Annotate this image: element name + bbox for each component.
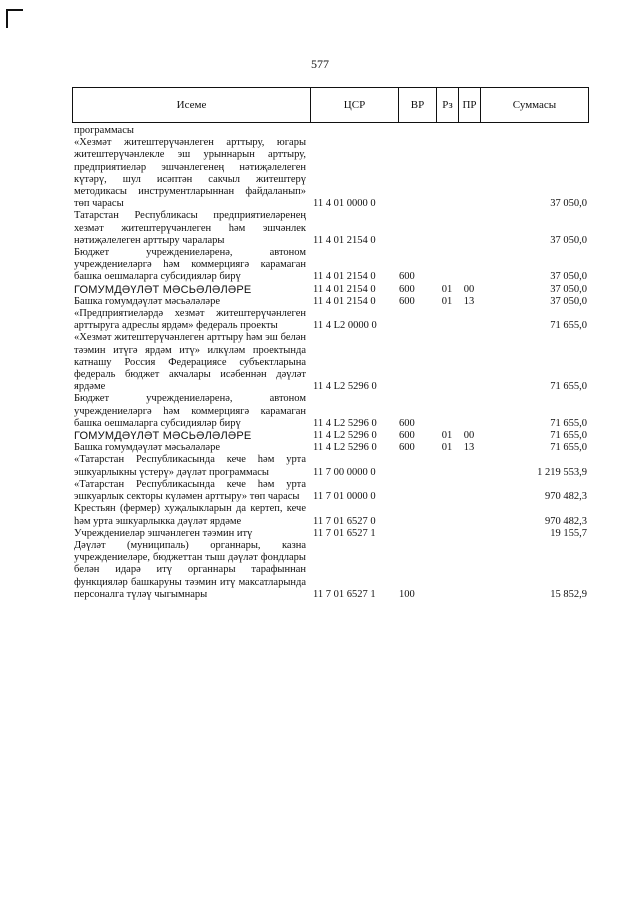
table-row xyxy=(72,454,588,478)
row-csr: 11 7 01 6527 1 xyxy=(313,527,376,539)
table-row xyxy=(72,247,588,284)
row-pr xyxy=(458,210,480,247)
row-csr: 11 7 00 0000 0 xyxy=(313,466,376,478)
header-csr: ЦСР xyxy=(311,88,399,123)
row-sum: 71 655,0 xyxy=(550,442,587,454)
row-pr xyxy=(458,125,480,210)
row-rz xyxy=(436,247,458,284)
row-vr: 600 xyxy=(399,442,415,454)
row-rz: 01 xyxy=(441,283,453,295)
table-row xyxy=(72,332,588,393)
row-vr xyxy=(398,479,436,503)
row-vr xyxy=(398,210,436,247)
row-csr: 11 4 L2 5296 0 xyxy=(313,430,377,442)
row-pr: 00 xyxy=(463,283,475,295)
row-vr: 600 xyxy=(399,283,415,295)
row-vr: 600 xyxy=(399,417,415,429)
row-name: Татарстан Республикасы предприятиеләренең хезмәт житештерүчәнлеген һәм эшчәнлек нәтиҗәлелеген арттыру чаралары xyxy=(74,210,306,246)
table-row xyxy=(72,442,588,454)
row-sum: 37 050,0 xyxy=(550,295,587,307)
header-name: Исеме xyxy=(73,88,311,123)
row-pr xyxy=(458,528,480,540)
row-sum: 71 655,0 xyxy=(550,417,587,429)
row-rz xyxy=(436,393,458,430)
row-csr: 11 7 01 0000 0 xyxy=(313,491,376,503)
row-sum: 71 655,0 xyxy=(550,320,587,332)
row-vr xyxy=(398,528,436,540)
row-name: «Татарстан Республикасында кече һәм урта эшкуарлыкны үстерү» дәүләт программасы xyxy=(74,454,306,478)
row-vr xyxy=(398,125,436,210)
row-vr: 100 xyxy=(399,588,415,600)
row-name: Бюджет учреждениеләренә, автоном учреждениеләргә һәм коммерциягә карамаган башка оешмаларга субсидияләр бирү xyxy=(74,247,306,283)
table-row xyxy=(72,308,588,332)
row-pr xyxy=(458,540,480,601)
row-csr: 11 4 01 2154 0 xyxy=(313,271,376,283)
row-name: ГОМУМДӘҮЛӘТ МӘСЬӘЛӘЛӘРЕ xyxy=(74,430,252,443)
row-name: «Хезмәт житештерүчәнлеген арттыру һәм эш белән тәэмин итүгә ярдәм итү» илкүләм проектында катнашу Россия Федерациясе субъектларына федераль бюджет акчалары исәбеннән дәүләт ярдәме xyxy=(74,332,306,393)
row-rz xyxy=(436,125,458,210)
row-name: Крестьян (фермер) хуҗалыкларын да кертеп, кече һәм урта эшкуарлыкка дәүләт ярдәме xyxy=(74,503,306,527)
row-csr: 11 4 L2 5296 0 xyxy=(313,417,377,429)
row-rz: 01 xyxy=(441,295,453,307)
header-pr: ПР xyxy=(459,88,481,123)
row-name: Башка гомумдәүләт мәсьәләләре xyxy=(74,295,220,307)
row-rz: 01 xyxy=(441,442,453,454)
table-row xyxy=(72,125,588,210)
row-pr: 13 xyxy=(463,442,475,454)
row-csr: 11 4 01 0000 0 xyxy=(313,198,376,210)
header-vr: ВР xyxy=(399,88,437,123)
table-row xyxy=(72,503,588,527)
row-csr: 11 7 01 6527 0 xyxy=(313,515,376,527)
table-header xyxy=(72,87,589,123)
row-name: программасы «Хезмәт житештерүчәнлеген арттыру, югары житештерүчәнлекле эш урыннарын арттыру, предприятиеләр эшчәнлегенең нәтиҗәлелеген күтәрү, шул исәптән сакчыл житештерү методикасы инструментларыннан файдаланып» төп чарасы xyxy=(74,125,306,210)
row-sum: 71 655,0 xyxy=(550,430,587,442)
row-rz xyxy=(436,503,458,527)
row-rz xyxy=(436,540,458,601)
row-sum: 970 482,3 xyxy=(545,515,587,527)
table-row xyxy=(72,479,588,503)
row-name: Учреждениеләр эшчәнлеген тәэмин итү xyxy=(74,527,253,539)
row-name: «Предприятиеләрдә хезмәт житештерүчәнлеген арттыруга адреслы ярдәм» федераль проекты xyxy=(74,308,306,332)
row-csr: 11 4 L2 0000 0 xyxy=(313,320,377,332)
row-pr xyxy=(458,503,480,527)
row-rz xyxy=(436,332,458,393)
row-sum: 1 219 553,9 xyxy=(537,466,587,478)
row-rz xyxy=(436,479,458,503)
row-vr: 600 xyxy=(399,271,415,283)
table-row xyxy=(72,540,588,601)
row-sum: 19 155,7 xyxy=(550,527,587,539)
row-vr xyxy=(398,332,436,393)
row-name: «Татарстан Республикасында кече һәм урта эшкуарлык секторы күләмен арттыру» төп чарасы xyxy=(74,478,306,503)
budget-table xyxy=(72,125,588,601)
corner-mark-horizontal xyxy=(6,9,23,11)
row-csr: 11 4 L2 5296 0 xyxy=(313,442,377,454)
header-sum: Суммасы xyxy=(481,88,589,123)
row-sum: 15 852,9 xyxy=(550,588,587,600)
table-row xyxy=(72,284,588,296)
row-rz xyxy=(436,210,458,247)
row-name: Бюджет учреждениеләренә, автоном учреждениеләргә һәм коммерциягә карамаган башка оешмаларга субсидияләр бирү xyxy=(74,393,306,429)
row-pr xyxy=(458,393,480,430)
row-sum: 71 655,0 xyxy=(550,381,587,393)
row-csr: 11 4 01 2154 0 xyxy=(313,295,376,307)
row-rz xyxy=(436,528,458,540)
row-name: ГОМУМДӘҮЛӘТ МӘСЬӘЛӘЛӘРЕ xyxy=(74,283,252,296)
table-row xyxy=(72,393,588,430)
row-sum: 37 050,0 xyxy=(550,271,587,283)
row-pr xyxy=(458,332,480,393)
table-row xyxy=(72,430,588,442)
row-csr: 11 4 01 2154 0 xyxy=(313,234,376,246)
header-rz: Рз xyxy=(437,88,459,123)
row-name: Башка гомумдәүләт мәсьәләләре xyxy=(74,442,220,454)
row-csr: 11 7 01 6527 1 xyxy=(313,588,376,600)
row-vr xyxy=(398,308,436,332)
row-name: Дәүләт (муниципаль) органнары, казна учреждениеләре, бюджеттан тыш дәүләт фондлары белән идарә итү органнары тарафыннан функцияләр башкаруны тәэмин итү максатларында персоналга түләү чыгымнары xyxy=(74,539,306,600)
row-vr xyxy=(398,454,436,478)
row-sum: 970 482,3 xyxy=(545,491,587,503)
row-pr xyxy=(458,479,480,503)
row-csr: 11 4 L2 5296 0 xyxy=(313,381,377,393)
row-pr: 13 xyxy=(463,295,475,307)
row-sum: 37 050,0 xyxy=(550,234,587,246)
row-vr xyxy=(398,503,436,527)
row-vr: 600 xyxy=(399,430,415,442)
row-pr: 00 xyxy=(463,430,475,442)
row-sum: 37 050,0 xyxy=(550,283,587,295)
table-row xyxy=(72,528,588,540)
corner-mark-vertical xyxy=(6,9,8,28)
row-csr: 11 4 01 2154 0 xyxy=(313,283,376,295)
row-pr xyxy=(458,247,480,284)
row-rz: 01 xyxy=(441,430,453,442)
table-row xyxy=(72,296,588,308)
row-rz xyxy=(436,308,458,332)
row-sum: 37 050,0 xyxy=(550,198,587,210)
row-pr xyxy=(458,308,480,332)
row-pr xyxy=(458,454,480,478)
table-row xyxy=(72,210,588,247)
page-number: 577 xyxy=(311,57,329,71)
row-rz xyxy=(436,454,458,478)
row-vr: 600 xyxy=(399,295,415,307)
